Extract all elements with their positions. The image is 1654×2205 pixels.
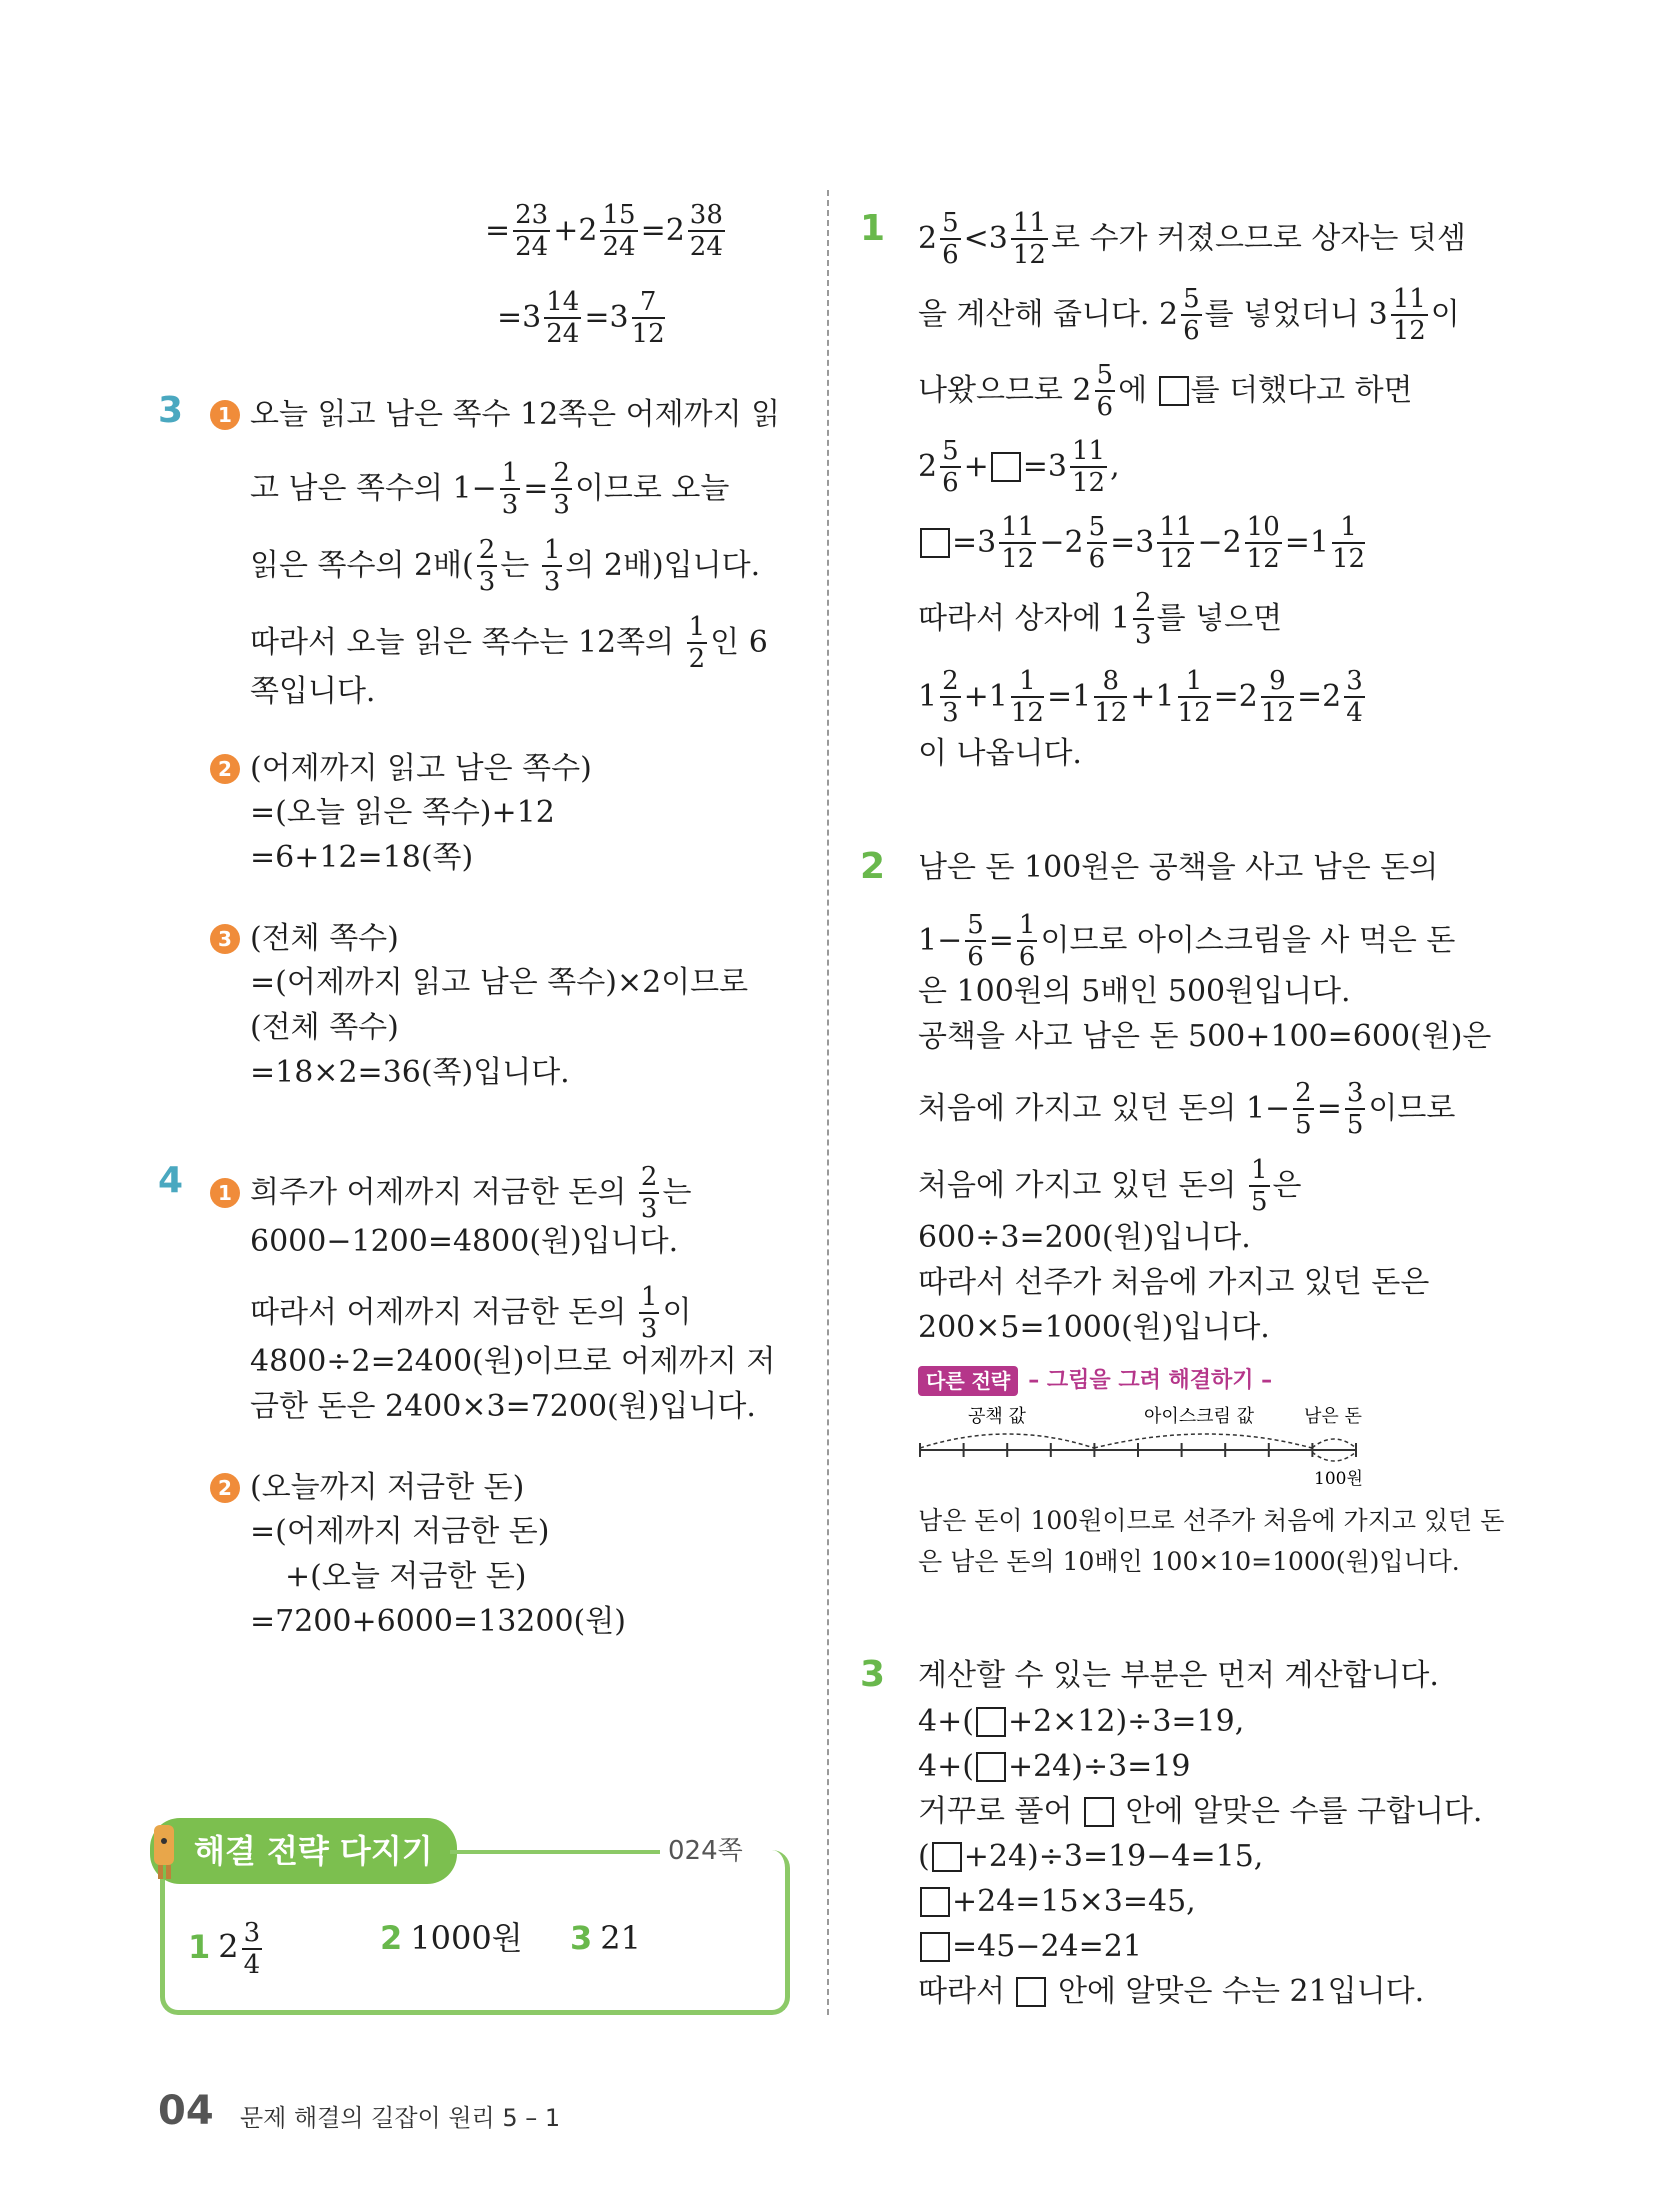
page-number: 04 [158,2088,214,2134]
fraction: $\frac{1}{3}$ [640,1282,658,1344]
alt-strategy-line-1: 남은 돈이 100원이므로 선주가 처음에 가지고 있던 돈 [918,1506,1505,1535]
q2-line-4: 공책을 사고 남은 돈 500+100=600(원)은 [918,1019,1492,1054]
step-marker-2: 2 [210,754,240,784]
q4-p2-line-3: +(오늘 저금한 돈) [285,1559,527,1594]
q3-line-1: 계산할 수 있는 부분은 먼저 계산합니다. [918,1658,1439,1693]
fraction: $\frac{11}{12}$ [1012,208,1046,270]
q3-line-8: 따라서 안에 알맞은 수는 21입니다. [918,1974,1425,2009]
answer-3: 3 21 [570,1919,641,1957]
question-number-3: 3 [860,1654,886,1695]
q4-p2-line-1: 2 (오늘까지 저금한 돈) [210,1467,524,1508]
question-number-1: 1 [860,208,886,249]
fraction: $\frac{1}{6}$ [1018,910,1036,972]
q4-p1-line-5: 금한 돈은 2400×3=7200(원)입니다. [250,1389,756,1424]
q2-line-5: 처음에 가지고 있던 돈의 1− $\frac{2}{5}$ = $\frac{3}{5}$ 이므로 [918,1078,1456,1140]
q3-p3-line-4: =18×2=36(쪽)입니다. [250,1055,570,1090]
q1-line-6: 따라서 상자에 1 $\frac{2}{3}$ 를 넣으면 [918,588,1283,650]
q1-line-5: =3 $\frac{11}{12}$ −2 $\frac{5}{6}$ =3 $\frac{11}{12}$ −2 $\frac{10}{12}$ =1 $\frac{1}{12}$ [918,512,1368,574]
blank-box [920,528,950,558]
fraction: $\frac{11}{12}$ [1001,512,1035,574]
fraction: $\frac{3}{4}$ [243,1918,261,1980]
answer-box-title: 해결 전략 다지기 [150,1818,457,1884]
blank-box [1016,1977,1046,2007]
continuation-line-2: =3 $\frac{14}{24}$ =3 $\frac{7}{12}$ [497,287,665,349]
fraction: $\frac{15}{24}$ [602,200,636,262]
q1-line-7: 1 $\frac{2}{3}$ +1 $\frac{1}{12}$ =1 $\frac{8}{12}$ +1 $\frac{1}{12}$ =2 $\frac{9}{12}$ =2 $\frac{3}{4}$ [918,666,1363,728]
q4-p1-line-3: 따라서 어제까지 저금한 돈의 $\frac{1}{3}$ 이 [250,1282,692,1344]
q3-p2-line-3: =6+12=18(쪽) [250,840,474,875]
blank-box [920,1932,950,1962]
alt-strategy-title: – 그림을 그려 해결하기 – [1028,1368,1273,1393]
diagram-label-remaining: 남은 돈 [1304,1406,1362,1427]
character-icon [148,1815,188,1885]
step-marker-2: 2 [210,1473,240,1503]
q4-p2-line-4: =7200+6000=13200(원) [250,1604,626,1639]
q4-p2-line-2: =(어제까지 저금한 돈) [250,1514,550,1549]
number-line-diagram [918,1400,1378,1490]
blank-box [991,452,1021,482]
blank-box [1084,1797,1114,1827]
fraction: $\frac{1}{3}$ [543,535,561,597]
question-number-3: 3 [158,390,184,431]
q2-line-3: 은 100원의 5배인 500원입니다. [918,974,1351,1009]
fraction: $\frac{8}{12}$ [1094,666,1128,728]
fraction: $\frac{11}{12}$ [1392,284,1426,346]
q1-line-8: 이 나옵니다. [918,736,1082,771]
diagram-label-icecream: 아이스크림 값 [1144,1406,1255,1427]
column-divider [827,190,829,2015]
q3-p1-line-2: 고 남은 쪽수의 1− $\frac{1}{3}$ = $\frac{2}{3}$ 이므로 오늘 [250,458,730,520]
diagram-label-100won: 100원 [1314,1469,1363,1489]
fraction: $\frac{1}{2}$ [688,612,706,674]
q3-line-7: =45−24=21 [918,1926,1142,1967]
q1-line-1: 2 $\frac{5}{6}$ <3 $\frac{11}{12}$ 로 수가 커졌으므로 상자는 덧셈 [918,208,1466,270]
question-number-4: 4 [158,1160,184,1201]
q2-line-9: 200×5=1000(원)입니다. [918,1310,1270,1345]
fraction: $\frac{1}{3}$ [501,458,519,520]
q4-p1-line-2: 6000−1200=4800(원)입니다. [250,1224,679,1259]
q3-line-3: 4+( +24)÷3=19 [918,1749,1191,1784]
fraction: $\frac{1}{12}$ [1010,666,1044,728]
fraction: $\frac{23}{24}$ [515,200,549,262]
q2-line-2: 1− $\frac{5}{6}$ = $\frac{1}{6}$ 이므로 아이스크림을 사 먹은 돈 [918,910,1456,972]
fraction: $\frac{1}{12}$ [1177,666,1211,728]
fraction: $\frac{11}{12}$ [1072,436,1106,498]
q3-line-2: 4+( +2×12)÷3=19, [918,1704,1245,1739]
step-marker-1: 1 [210,400,240,430]
q2-line-6: 처음에 가지고 있던 돈의 $\frac{1}{5}$ 은 [918,1155,1302,1217]
q3-p3-line-1: 3 (전체 쪽수) [210,918,399,959]
q1-line-4: 2 $\frac{5}{6}$ + =3 $\frac{11}{12}$ , [918,436,1120,498]
diagram-label-notebook: 공책 값 [968,1406,1026,1427]
q3-p1-line-5: 쪽입니다. [250,674,376,709]
fraction: $\frac{2}{3}$ [942,666,959,728]
fraction: $\frac{10}{12}$ [1246,512,1280,574]
q3-p2-line-2: =(오늘 읽은 쪽수)+12 [250,795,555,830]
blank-box [976,1707,1006,1737]
question-number-2: 2 [860,846,886,887]
blank-box [932,1842,962,1872]
answer-1: 1 2 $\frac{3}{4}$ [188,1918,261,1980]
fraction: $\frac{1}{5}$ [1250,1155,1268,1217]
q1-line-2: 을 계산해 줍니다. 2 $\frac{5}{6}$ 를 넣었더니 3 $\frac{11}{12}$ 이 [918,284,1460,346]
fraction: $\frac{2}{5}$ [1295,1078,1312,1140]
q3-p3-line-3: (전체 쪽수) [250,1010,399,1045]
alt-strategy-header [918,1360,1272,1401]
fraction: $\frac{5}{6}$ [967,910,984,972]
fraction: $\frac{2}{3}$ [1135,588,1152,650]
alt-strategy-line-2: 은 남은 돈의 10배인 100×10=1000(원)입니다. [918,1547,1460,1576]
book-title: 문제 해결의 길잡이 원리 5 – 1 [240,2104,561,2132]
fraction: $\frac{1}{12}$ [1332,512,1366,574]
step-marker-1: 1 [210,1178,240,1208]
fraction: $\frac{5}{6}$ [942,436,959,498]
answer-2: 2 1000원 [380,1919,523,1957]
fraction: $\frac{2}{3}$ [553,458,570,520]
q3-line-5: ( +24)÷3=19−4=15, [918,1839,1264,1874]
q3-p1-line-4: 따라서 오늘 읽은 쪽수는 12쪽의 $\frac{1}{2}$ 인 6 [250,612,768,674]
fraction: $\frac{5}{6}$ [1096,360,1114,422]
q3-p2-line-1: 2 (어제까지 읽고 남은 쪽수) [210,748,592,789]
q3-p3-line-2: =(어제까지 읽고 남은 쪽수)×2이므로 [250,965,749,1000]
fraction: $\frac{11}{12}$ [1159,512,1193,574]
blank-box [920,1887,950,1917]
q1-line-3: 나왔으므로 2 $\frac{5}{6}$ 에 를 더했다고 하면 [918,360,1413,422]
q2-line-8: 따라서 선주가 처음에 가지고 있던 돈은 [918,1265,1430,1300]
q3-p1-line-3: 읽은 쪽수의 2배( $\frac{2}{3}$ 는 $\frac{1}{3}$ 의 2배)입니다. [250,535,761,597]
fraction: $\frac{14}{24}$ [546,287,580,349]
alt-strategy-tag: 다른 전략 [918,1366,1018,1396]
step-marker-3: 3 [210,924,240,954]
q2-line-1: 남은 돈 100원은 공책을 사고 남은 돈의 [918,850,1439,885]
answer-box-top-line [450,1850,670,1854]
answer-page-ref: 024쪽 [660,1830,751,1867]
fraction: $\frac{7}{12}$ [631,287,665,349]
blank-box [1159,376,1189,406]
fraction: $\frac{2}{3}$ [478,535,496,597]
q3-line-4: 거꾸로 풀어 안에 알맞은 수를 구합니다. [918,1794,1483,1829]
q4-p1-line-4: 4800÷2=2400(원)이므로 어제까지 저 [250,1344,776,1379]
q4-p1-line-1: 1 희주가 어제까지 저금한 돈의 $\frac{2}{3}$ 는 [210,1162,691,1224]
fraction: $\frac{38}{24}$ [689,200,723,262]
fraction: $\frac{5}{6}$ [942,208,959,270]
continuation-line-1: = $\frac{23}{24}$ +2 $\frac{15}{24}$ =2 $\frac{38}{24}$ [485,200,723,262]
fraction: $\frac{5}{6}$ [1183,284,1200,346]
fraction: $\frac{5}{6}$ [1088,512,1106,574]
q2-line-7: 600÷3=200(원)입니다. [918,1220,1251,1255]
fraction: $\frac{9}{12}$ [1260,666,1294,728]
fraction: $\frac{2}{3}$ [640,1162,658,1224]
q3-p1-line-1: 1 오늘 읽고 남은 쪽수 12쪽은 어제까지 읽 [210,394,780,435]
fraction: $\frac{3}{4}$ [1346,666,1363,728]
blank-box [976,1752,1006,1782]
q3-line-6: +24=15×3=45, [918,1881,1196,1922]
fraction: $\frac{3}{5}$ [1346,1078,1364,1140]
